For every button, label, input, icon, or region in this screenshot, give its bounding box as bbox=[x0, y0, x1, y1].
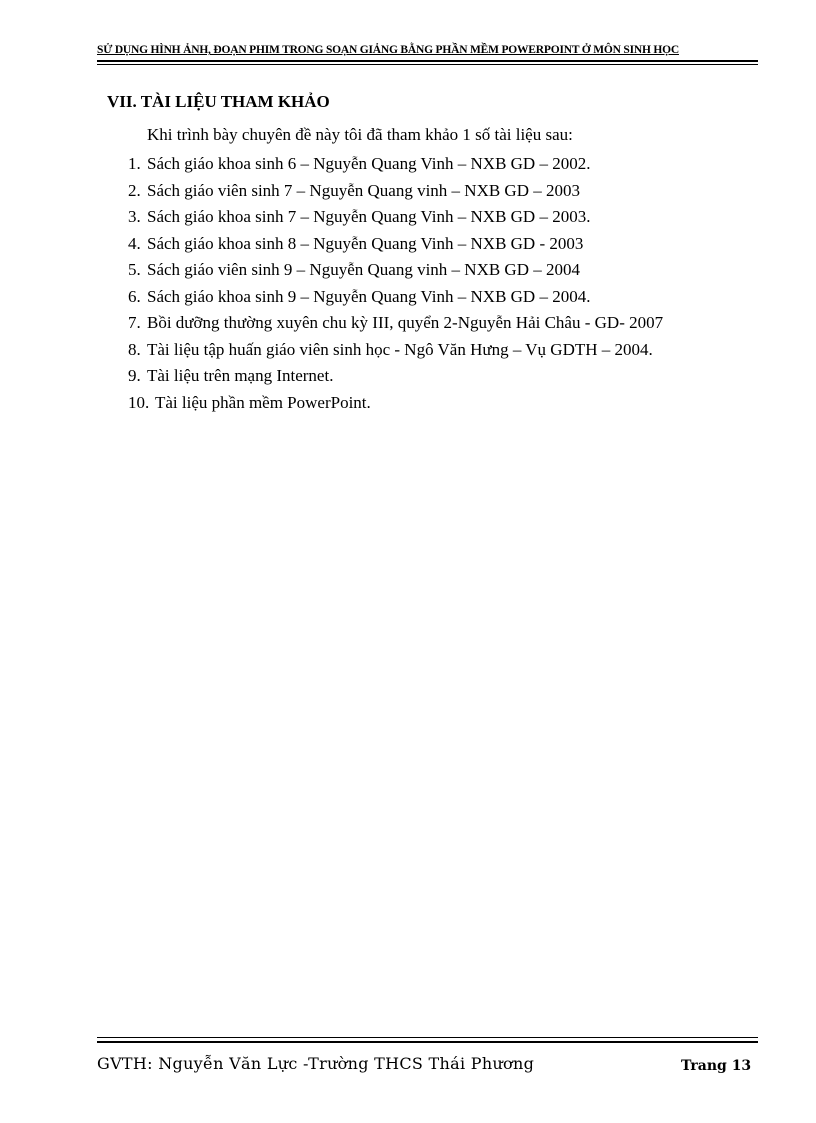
section-heading: VII. TÀI LIỆU THAM KHẢO bbox=[107, 92, 330, 111]
list-item-text: Sách giáo khoa sinh 9 – Nguyễn Quang Vinh – NXB GD – 2004. bbox=[147, 286, 591, 306]
intro-paragraph: Khi trình bày chuyên đề này tôi đã tham khảo 1 số tài liệu sau: bbox=[147, 125, 573, 144]
footer-author: GVTH: Nguyễn Văn Lực -Trường THCS Thái Phương bbox=[97, 1054, 535, 1073]
list-item bbox=[128, 151, 663, 178]
list-item bbox=[128, 363, 663, 390]
list-item bbox=[128, 204, 663, 231]
header-title: SỬ DỤNG HÌNH ẢNH, ĐOẠN PHIM TRONG SOẠN GIẢNG BẰNG PHẦN MỀM POWERPOINT Ở MÔN SINH HỌC bbox=[97, 44, 679, 56]
list-item bbox=[128, 284, 663, 311]
list-item-text: Sách giáo khoa sinh 8 – Nguyễn Quang Vinh – NXB GD - 2003 bbox=[147, 233, 584, 253]
reference-list bbox=[128, 151, 663, 416]
list-item-number: 1. bbox=[128, 154, 141, 173]
list-item-number: 7. bbox=[128, 313, 141, 332]
list-item-text: Tài liệu trên mạng Internet. bbox=[147, 366, 334, 385]
list-item bbox=[128, 390, 663, 417]
list-item-text: Sách giáo viên sinh 7 – Nguyễn Quang vinh – NXB GD – 2003 bbox=[147, 180, 580, 200]
list-item-number: 8. bbox=[128, 339, 141, 359]
list-item-number: 4. bbox=[128, 233, 141, 253]
list-item-text: Sách giáo viên sinh 9 – Nguyễn Quang vinh – NXB GD – 2004 bbox=[147, 260, 580, 279]
footer-divider bbox=[97, 1037, 758, 1043]
header-divider bbox=[97, 60, 758, 65]
list-item-text: Tài liệu phần mềm PowerPoint. bbox=[155, 392, 371, 412]
list-item-number: 3. bbox=[128, 207, 141, 226]
list-item-number: 2. bbox=[128, 180, 141, 200]
list-item bbox=[128, 310, 663, 337]
list-item-number: 9. bbox=[128, 366, 141, 385]
list-item-text: Sách giáo khoa sinh 7 – Nguyễn Quang Vinh – NXB GD – 2003. bbox=[147, 207, 591, 226]
list-item-text: Bồi dưỡng thường xuyên chu kỳ III, quyển 2-Nguyễn Hải Châu - GD- 2007 bbox=[147, 313, 664, 332]
list-item-text: Sách giáo khoa sinh 6 – Nguyễn Quang Vinh – NXB GD – 2002. bbox=[147, 154, 591, 173]
list-item bbox=[128, 257, 663, 284]
list-item bbox=[128, 178, 663, 205]
list-item bbox=[128, 231, 663, 258]
list-item-number: 6. bbox=[128, 286, 141, 306]
list-item bbox=[128, 337, 663, 364]
list-item-text: Tài liệu tập huấn giáo viên sinh học - Ngô Văn Hưng – Vụ GDTH – 2004. bbox=[147, 339, 653, 359]
list-item-number: 10. bbox=[128, 392, 150, 412]
list-item-number: 5. bbox=[128, 260, 141, 279]
page-number: Trang 13 bbox=[681, 1058, 752, 1074]
